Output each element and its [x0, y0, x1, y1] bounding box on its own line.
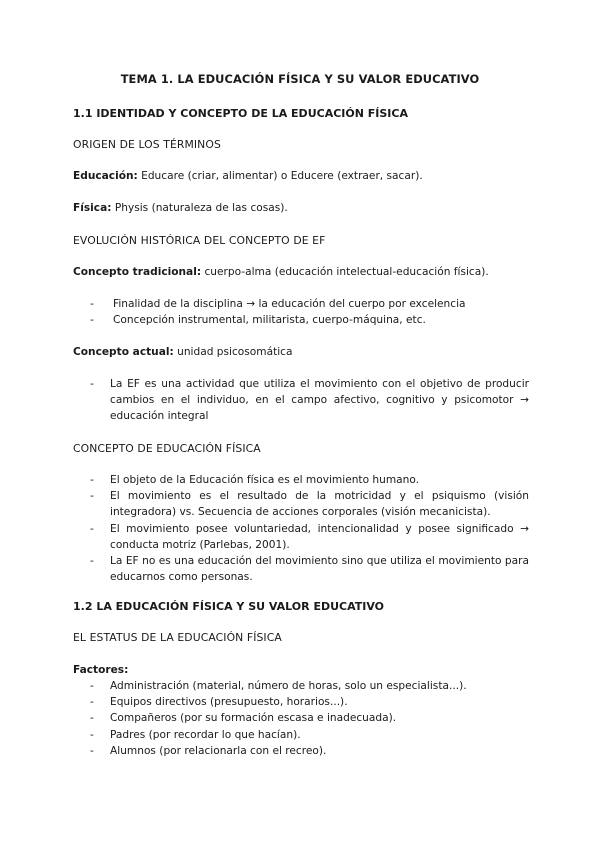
list-dash: - — [90, 522, 94, 535]
label-educacion: Educación: — [73, 170, 138, 182]
text-educacion: Educare (criar, alimentar) o Educere (extraer, sacar). — [137, 170, 423, 182]
paragraph-factores — [73, 662, 529, 678]
text-tradicional: cuerpo-alma (educación intelectual-educación física). — [201, 266, 489, 278]
list-dash: - — [90, 696, 94, 709]
list-dash: - — [90, 314, 94, 327]
list-item: - Compañeros (por su formación escasa e inadecuada). — [73, 710, 529, 726]
label-factores: Factores: — [73, 664, 129, 676]
list-factores — [73, 678, 529, 759]
list-tradicional — [73, 296, 529, 328]
list-item: - Equipos directivos (presupuesto, horarios...). — [73, 694, 529, 710]
list-item: - El movimiento posee voluntariedad, intencionalidad y posee significado → conducta motriz (Parlebas, 2001). — [90, 522, 529, 551]
list-item: - Concepción instrumental, militarista, cuerpo-máquina, etc. — [73, 312, 529, 328]
list-dash: - — [90, 680, 94, 692]
list-item: - Administración (material, número de horas, solo un especialista...). — [73, 678, 529, 694]
list-dash: - — [90, 712, 94, 725]
list-item: - El objeto de la Educación física es el movimiento humano. — [73, 472, 529, 488]
list-item: - Padres (por recordar lo que hacían). — [73, 727, 529, 743]
list-dash: - — [90, 728, 94, 741]
text-actual: unidad psicosomática — [173, 346, 293, 358]
subheading-concepto: CONCEPTO DE EDUCACIÓN FÍSICA — [73, 442, 261, 455]
paragraph-educacion — [73, 168, 529, 184]
paragraph-actual — [73, 344, 529, 360]
list-dash: - — [90, 378, 94, 390]
list-dash: - — [90, 744, 94, 757]
list-dash: - — [90, 474, 94, 486]
list-item: - La EF es una actividad que utiliza el movimiento con el objetivo de producir cambios en el individuo, en el campo afectivo, cognitivo y psicomotor → educación integral — [90, 378, 529, 423]
section-heading-1-2: 1.2 LA EDUCACIÓN FÍSICA Y SU VALOR EDUCATIVO — [73, 600, 385, 613]
section-heading-1-1: 1.1 IDENTIDAD Y CONCEPTO DE LA EDUCACIÓN FÍSICA — [73, 107, 408, 120]
subheading-evolucion: EVOLUCIÓN HISTÓRICA DEL CONCEPTO DE EF — [73, 234, 326, 247]
list-dash: - — [90, 490, 94, 503]
label-actual: Concepto actual: — [73, 346, 174, 358]
list-dash: - — [90, 555, 94, 568]
list-actual — [73, 376, 529, 425]
page-title: TEMA 1. LA EDUCACIÓN FÍSICA Y SU VALOR EDUCATIVO — [120, 72, 480, 86]
paragraph-fisica — [73, 200, 529, 216]
list-item: - El movimiento es el resultado de la motricidad y el psiquismo (visión integradora) vs. Secuencia de acciones corporales (visión mecanicista). — [90, 490, 529, 519]
list-dash: - — [90, 298, 94, 310]
label-fisica: Física: — [73, 202, 112, 214]
list-item: - Alumnos (por relacionarla con el recreo). — [73, 743, 529, 759]
list-item: - La EF no es una educación del movimiento sino que utiliza el movimiento para educarnos como personas. — [90, 555, 529, 584]
subheading-estatus: EL ESTATUS DE LA EDUCACIÓN FÍSICA — [73, 631, 282, 644]
label-tradicional: Concepto tradicional: — [73, 266, 202, 278]
subheading-origen: ORIGEN DE LOS TÉRMINOS — [73, 138, 221, 151]
list-item: - Finalidad de la disciplina → la educación del cuerpo por excelencia — [73, 296, 529, 312]
list-concepto — [73, 472, 529, 585]
text-fisica: Physis (naturaleza de las cosas). — [111, 202, 288, 214]
paragraph-tradicional — [73, 264, 529, 280]
